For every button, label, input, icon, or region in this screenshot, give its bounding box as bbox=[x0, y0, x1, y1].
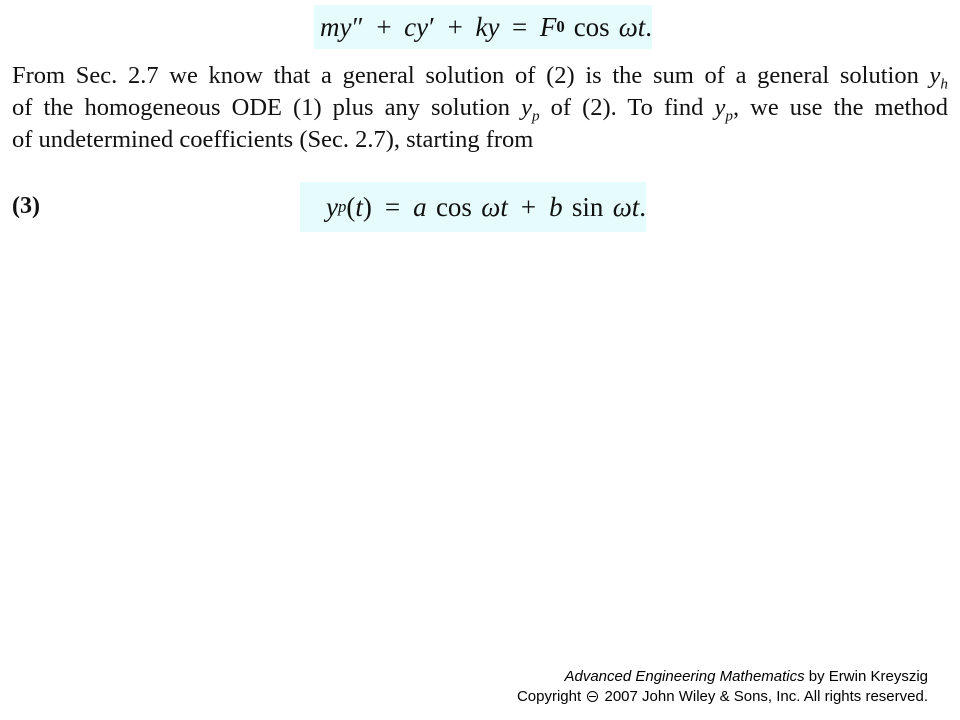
eq-plus: + bbox=[447, 11, 463, 42]
eq3-t: t bbox=[500, 191, 508, 222]
eq3-y: y bbox=[326, 191, 338, 222]
eq-t: t bbox=[637, 11, 646, 42]
eq-omega: ω bbox=[618, 11, 638, 42]
eq3-t: t bbox=[631, 191, 640, 222]
copyright-circle-icon bbox=[587, 691, 598, 702]
eq-m: m bbox=[320, 11, 340, 42]
eq3-a: a bbox=[413, 191, 427, 222]
ode-equation-box: m y ″ + c y ′ + k y = F 0 cos ω t . bbox=[314, 5, 652, 49]
paragraph-line-1 bbox=[12, 60, 948, 92]
var-y-h: $y_h$ bbox=[929, 62, 948, 93]
copyright-label: Copyright bbox=[516, 688, 582, 705]
eq3-plus: + bbox=[520, 191, 537, 222]
paragraph-line-2-b: of (2). To find bbox=[550, 94, 704, 121]
paragraph-line-1-text: From Sec. 2.7 we know that a general solution of (2) is the sum of a general solution bbox=[12, 62, 919, 89]
eq3-cos: cos bbox=[435, 191, 472, 222]
var-y-p: $y_p$ bbox=[521, 94, 540, 125]
equation-number: (3) bbox=[12, 193, 40, 219]
eq-y: y bbox=[487, 11, 500, 42]
eq-period: . bbox=[645, 11, 653, 42]
eq-k: k bbox=[475, 11, 488, 42]
var-y-p: $y_p$ bbox=[714, 94, 733, 125]
eq3-arg: (t) bbox=[346, 191, 372, 222]
eq3-omega: ω bbox=[612, 191, 632, 222]
eq3-sin: sin bbox=[571, 191, 604, 222]
book-author: by Erwin Kreyszig bbox=[808, 668, 928, 685]
eq-equals: = bbox=[512, 11, 528, 42]
paragraph-line-3: of undetermined coefficients (Sec. 2.7), starting from bbox=[12, 126, 534, 153]
book-title: Advanced Engineering Mathematics bbox=[564, 668, 805, 685]
footer-line-1 bbox=[517, 667, 928, 687]
eq-cos: cos bbox=[573, 11, 610, 42]
eq-y: y bbox=[339, 11, 352, 42]
eq3-b: b bbox=[549, 191, 563, 222]
copyright-text: 2007 John Wiley & Sons, Inc. All rights reserved. bbox=[604, 688, 928, 705]
eq-plus: + bbox=[376, 11, 392, 42]
paragraph-line-2-a: of the homogeneous ODE (1) plus any solution bbox=[12, 94, 510, 121]
eq-c: c bbox=[404, 11, 417, 42]
eq-prime: ′ bbox=[429, 11, 436, 42]
eq-y: y bbox=[416, 11, 429, 42]
paragraph-line-2-c: , we use the method bbox=[732, 94, 949, 121]
footer-line-2 bbox=[517, 687, 928, 707]
paragraph-line-2 bbox=[12, 92, 948, 124]
eq3-equals: = bbox=[384, 191, 401, 222]
eq-F: F bbox=[539, 11, 557, 42]
body-paragraph bbox=[12, 60, 948, 156]
eq3-omega: ω bbox=[481, 191, 501, 222]
eq3-period: . bbox=[639, 191, 647, 222]
eq-double-prime: ″ bbox=[352, 11, 364, 42]
particular-solution-equation-box: y p (t) = a cos ω t + b sin ω t . bbox=[300, 182, 646, 232]
copyright-footer bbox=[517, 667, 928, 707]
